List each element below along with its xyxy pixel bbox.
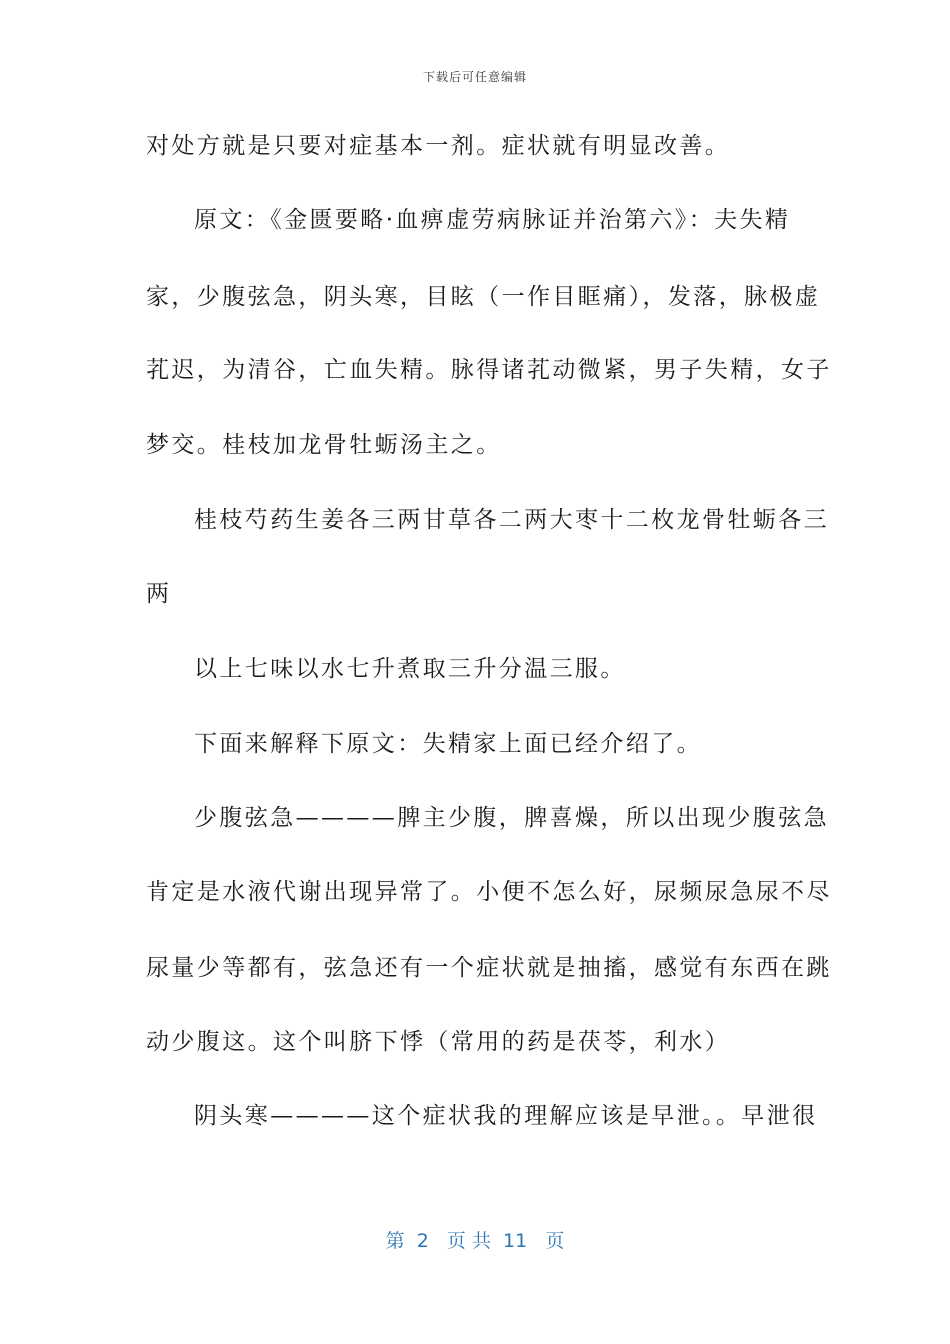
text-line: 少腹弦急————脾主少腹，脾喜燥，所以出现少腹弦急 — [194, 805, 829, 831]
text-line: 尿量少等都有，弦急还有一个症状就是抽搐，感觉有东西在跳 — [146, 955, 832, 981]
text-line: 下面来解释下原文：失精家上面已经介绍了。 — [194, 731, 702, 757]
text-line: 梦交。桂枝加龙骨牡蛎汤主之。 — [146, 432, 502, 458]
text-line: 肯定是水液代谢出现异常了。小便不怎么好，尿频尿急尿不尽 — [146, 879, 832, 905]
text-line: 阴头寒————这个症状我的理解应该是早泄。。早泄很 — [194, 1103, 818, 1129]
page-number-footer: 第 2 页 共 11 页 — [385, 1230, 565, 1252]
text-line: 家，少腹弦急，阴头寒，目眩（一作目眶痛），发落，脉极虚 — [146, 284, 821, 310]
text-line: 芤迟，为清谷，亡血失精。脉得诸芤动微紧，男子失精，女子 — [146, 357, 832, 383]
text-line: 原文：《金匮要略·血痹虚劳病脉证并治第六》：夫失精 — [194, 207, 791, 233]
text-line: 对处方就是只要对症基本一剂。症状就有明显改善。 — [146, 133, 731, 159]
text-line: 动少腹这。这个叫脐下悸（常用的药是茯苓，利水） — [146, 1029, 731, 1055]
text-line: 以上七味以水七升煮取三升分温三服。 — [194, 656, 626, 682]
text-line: 桂枝芍药生姜各三两甘草各二两大枣十二枚龙骨牡蛎各三 — [194, 507, 829, 533]
text-line: 两 — [146, 581, 172, 607]
page-header-note: 下载后可任意编辑 — [422, 70, 527, 84]
